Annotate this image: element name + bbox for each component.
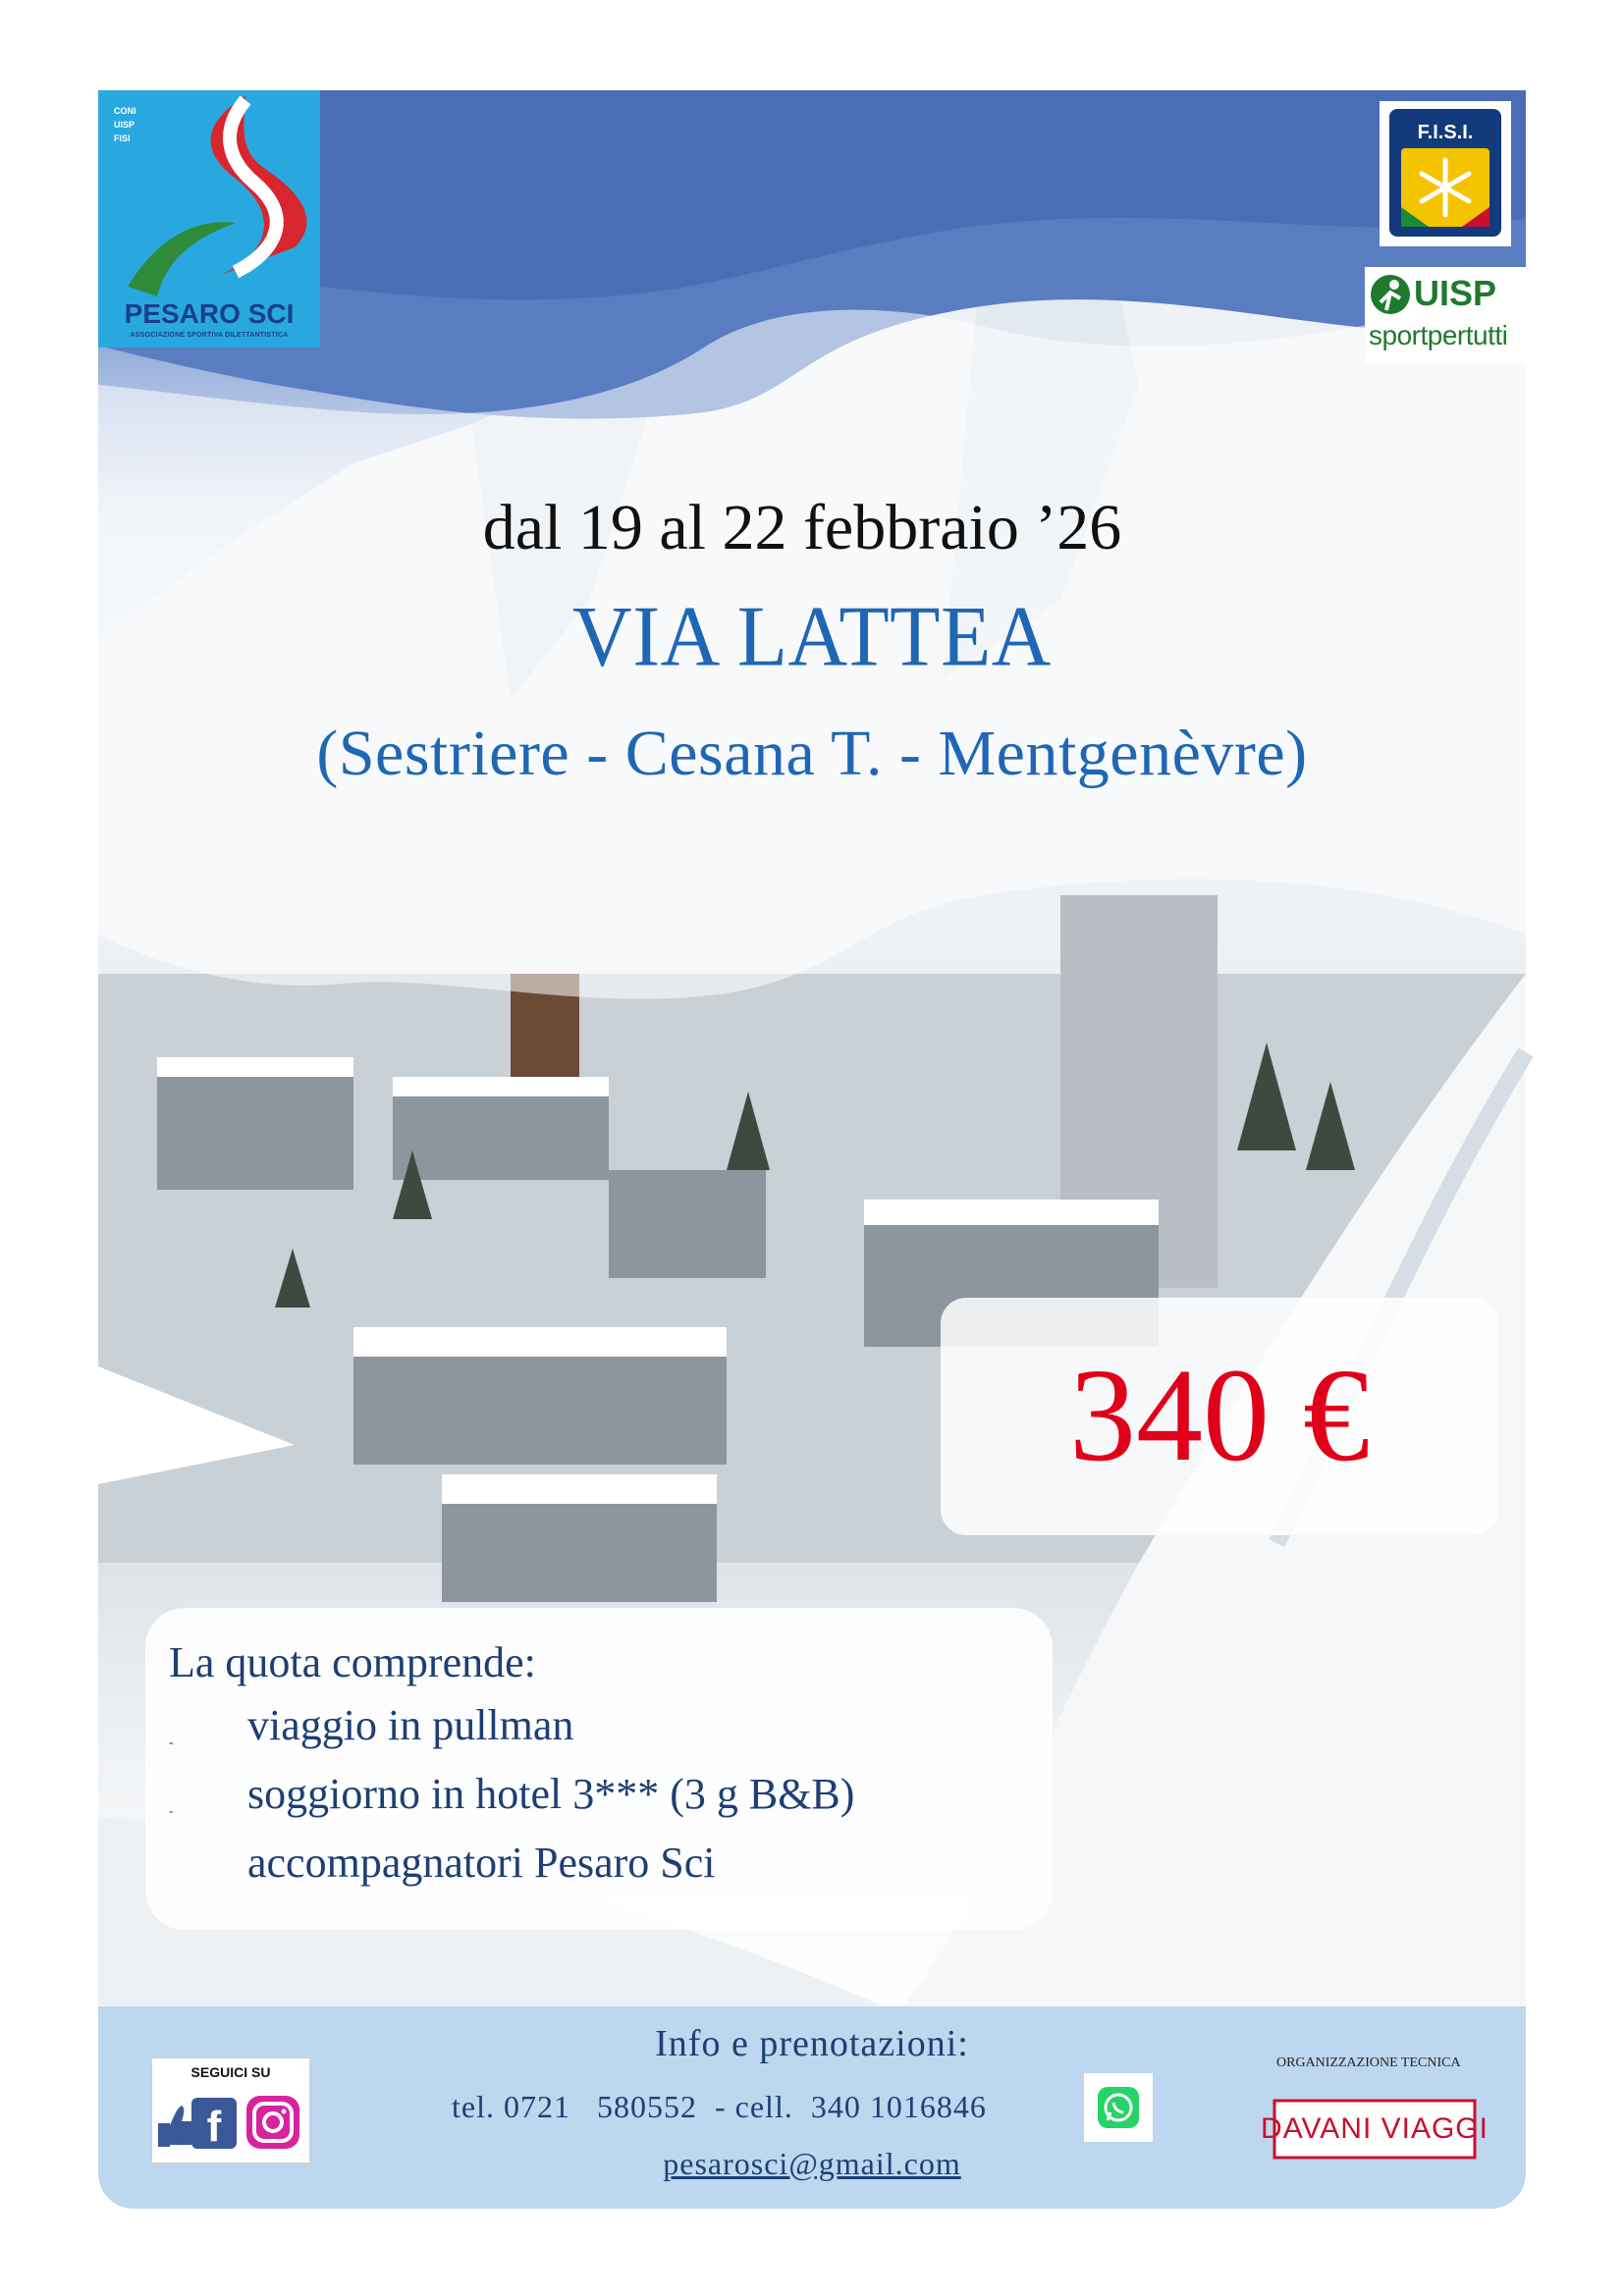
pesaro-sci-name: PESARO SCI	[124, 298, 295, 329]
event-dates-text: dal 19 al 22 febbraio ’26	[482, 492, 1122, 563]
event-dates	[0, 491, 1624, 565]
info-title: Info e prenotazioni:	[655, 2023, 969, 2064]
fisi-snowflake-icon	[1380, 101, 1511, 246]
pesaro-sci-subtitle: ASSOCIAZIONE SPORTIVA DILETTANTISTICA	[130, 332, 289, 339]
affiliation-fisi: FISI	[114, 133, 131, 143]
event-locations: (Sestriere - Cesana T. - Mentgenèvre)	[316, 718, 1308, 789]
event-title: VIA LATTEA	[572, 588, 1052, 685]
social-label: SEGUICI SU	[190, 2064, 271, 2080]
fisi-logo	[1380, 101, 1511, 246]
uisp-logo	[1365, 267, 1530, 363]
contact-email-link[interactable]: pesarosci@gmail.com	[663, 2146, 961, 2181]
organizer-label: ORGANIZZAZIONE TECNICA	[1276, 2056, 1461, 2070]
facebook-like-icon[interactable]	[158, 2098, 237, 2151]
davani-viaggi-logo	[1261, 2099, 1489, 2160]
uisp-runner-icon	[1367, 273, 1416, 318]
organizer-name: DAVANI VIAGGI	[1261, 2112, 1489, 2145]
affiliation-coni: CONI	[114, 106, 136, 116]
contact-phones[interactable]: tel. 0721 580552 - cell. 340 1016846	[452, 2089, 987, 2124]
pesaro-sci-logo	[98, 90, 320, 347]
bullet-dash: -	[169, 1735, 174, 1750]
instagram-icon[interactable]	[246, 2096, 299, 2149]
svg-text:f: f	[206, 2103, 222, 2151]
includes-box	[145, 1608, 1053, 1930]
affiliation-uisp: UISP	[114, 120, 135, 130]
price-box	[941, 1298, 1498, 1535]
davani-viaggi-wordmark	[1261, 2099, 1489, 2160]
whatsapp-icon[interactable]	[1084, 2073, 1153, 2142]
includes-item-guides: accompagnatori Pesaro Sci	[247, 1839, 716, 1887]
uisp-tagline: sportpertutti	[1369, 320, 1508, 350]
fisi-text: F.I.S.I.	[1417, 122, 1474, 143]
bullet-dash: -	[169, 1804, 174, 1819]
includes-item-hotel: soggiorno in hotel 3*** (3 g B&B)	[247, 1770, 855, 1818]
uisp-name: UISP	[1414, 273, 1497, 313]
price-amount: 340 €	[1069, 1342, 1370, 1489]
includes-item-bus: viaggio in pullman	[247, 1701, 574, 1749]
includes-title: La quota comprende:	[169, 1638, 536, 1686]
whatsapp-glyph	[1084, 2073, 1153, 2142]
